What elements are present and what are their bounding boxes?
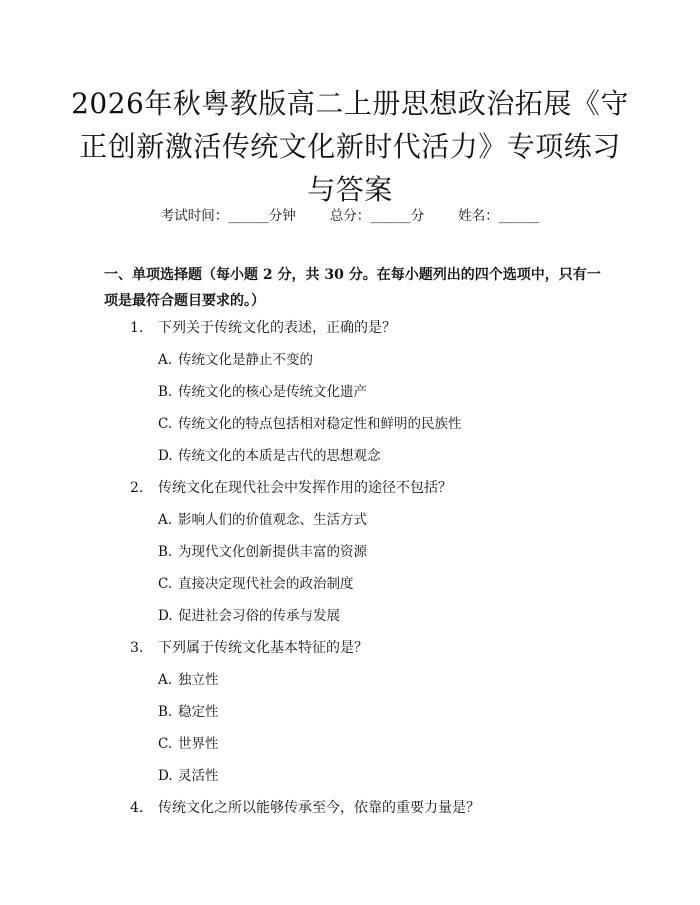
option-2a <box>158 510 367 530</box>
option-text: 为现代文化创新提供丰富的资源 <box>178 544 367 560</box>
option-text: 传统文化是静止不变的 <box>178 352 313 368</box>
option-2b <box>158 542 367 562</box>
option-letter: D. <box>158 768 173 784</box>
option-letter: B. <box>158 544 173 560</box>
option-1d <box>158 446 381 466</box>
option-3a <box>158 670 219 690</box>
option-text: 传统文化的核心是传统文化遗产 <box>178 384 367 400</box>
question-number: 4. <box>130 800 144 816</box>
exam-meta <box>0 207 700 225</box>
option-1c <box>158 414 462 434</box>
option-letter: A. <box>158 352 173 368</box>
student-name-label: 姓名：______ <box>458 208 540 224</box>
option-2d <box>158 606 340 626</box>
question-1 <box>130 318 396 338</box>
question-4 <box>130 798 480 818</box>
question-3 <box>130 638 368 658</box>
question-number: 2. <box>130 480 144 496</box>
option-3b <box>158 702 219 722</box>
option-text: 世界性 <box>178 736 219 752</box>
question-text: 传统文化之所以能够传承至今，依靠的重要力量是？ <box>158 800 480 816</box>
option-text: 独立性 <box>178 672 219 688</box>
option-text: 传统文化的特点包括相对稳定性和鲜明的民族性 <box>178 416 462 432</box>
option-letter: B. <box>158 704 173 720</box>
option-3c <box>158 734 219 754</box>
option-text: 直接决定现代社会的政治制度 <box>178 576 354 592</box>
option-2c <box>158 574 354 594</box>
option-letter: C. <box>158 416 173 432</box>
option-letter: C. <box>158 576 173 592</box>
total-score-label: 总分：______分 <box>329 208 425 224</box>
option-letter: A. <box>158 512 173 528</box>
option-text: 稳定性 <box>178 704 219 720</box>
option-text: 灵活性 <box>178 768 219 784</box>
question-number: 3. <box>130 640 144 656</box>
option-letter: D. <box>158 448 173 464</box>
document-title: 2026年秋粤教版高二上册思想政治拓展《守正创新激活传统文化新时代活力》专项练习与答案 <box>71 87 629 206</box>
option-text: 促进社会习俗的传承与发展 <box>178 608 340 624</box>
option-letter: B. <box>158 384 173 400</box>
option-3d <box>158 766 219 786</box>
section-heading: 一、单项选择题（每小题 2 分，共 30 分。在每小题列出的四个选项中，只有一项是最符合题目要求的。） <box>104 267 601 309</box>
option-text: 传统文化的本质是古代的思想观念 <box>178 448 381 464</box>
exam-time-label: 考试时间：______分钟 <box>160 208 296 224</box>
option-letter: C. <box>158 736 173 752</box>
question-text: 下列关于传统文化的表述，正确的是？ <box>158 320 396 336</box>
option-letter: A. <box>158 672 173 688</box>
option-1a <box>158 350 313 370</box>
question-text: 下列属于传统文化基本特征的是？ <box>158 640 368 656</box>
option-1b <box>158 382 367 402</box>
question-text: 传统文化在现代社会中发挥作用的途径不包括？ <box>158 480 452 496</box>
question-number: 1. <box>130 320 144 336</box>
option-letter: D. <box>158 608 173 624</box>
option-text: 影响人们的价值观念、生活方式 <box>178 512 367 528</box>
question-2 <box>130 478 452 498</box>
